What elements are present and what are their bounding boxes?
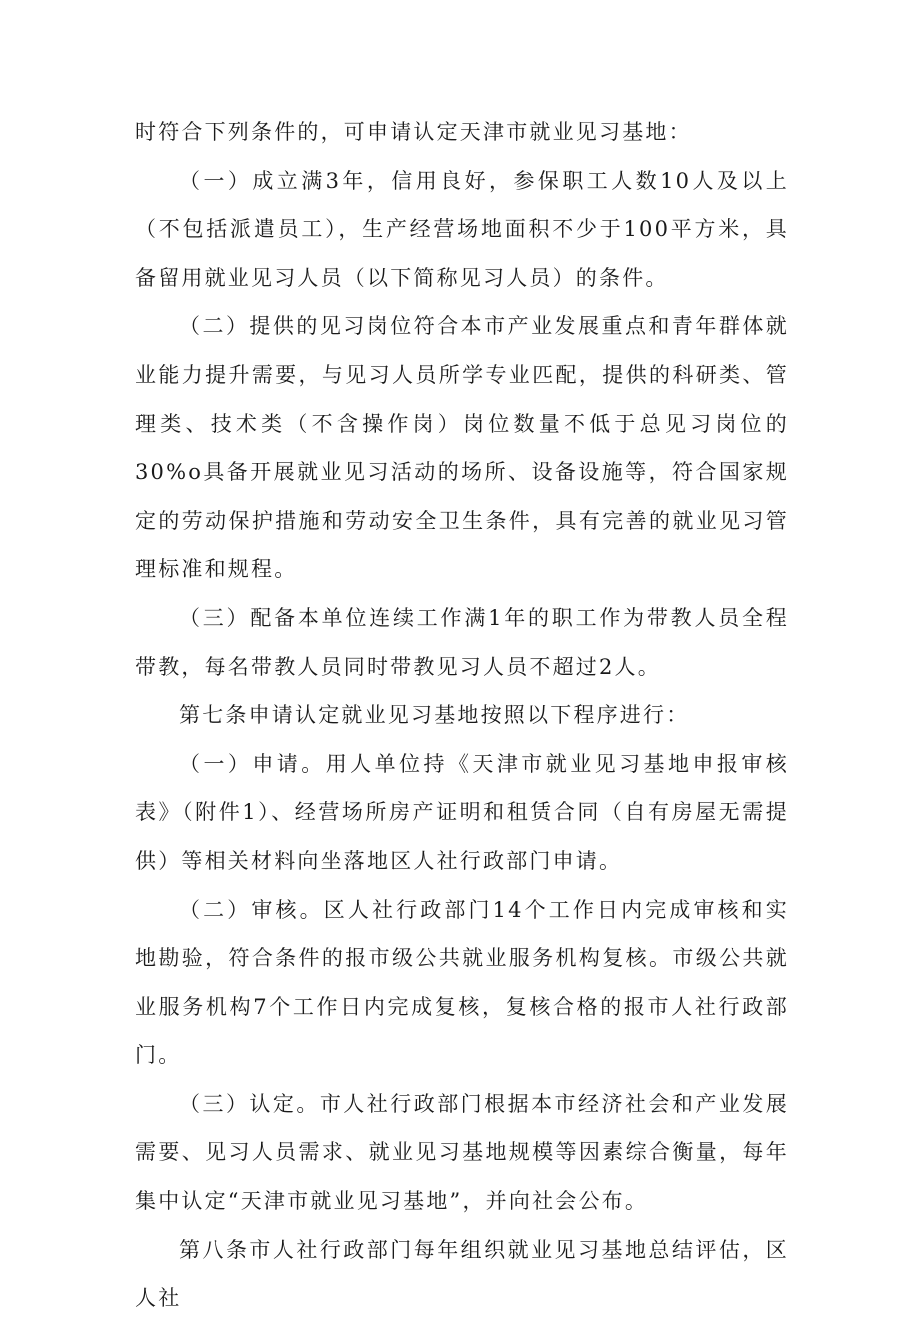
document-body — [135, 108, 789, 1323]
paragraph-2: （一）成立满3年，信用良好，参保职工人数10人及以上（不包括派遣员工），生产经营场地面积不少于100平方米，具备留用就业见习人员（以下简称见习人员）的条件。 — [135, 168, 789, 290]
paragraph-4: （三）配备本单位连续工作满1年的职工作为带教人员全程带教，每名带教人员同时带教见习人员不超过2人。 — [135, 605, 789, 679]
paragraph-6: （一）申请。用人单位持《天津市就业见习基地申报审核表》（附件1）、经营场所房产证明和租赁合同（自有房屋无需提供）等相关材料向坐落地区人社行政部门申请。 — [135, 751, 789, 873]
paragraph-5: 第七条申请认定就业见习基地按照以下程序进行： — [179, 703, 690, 728]
paragraph-1: 时符合下列条件的，可申请认定天津市就业见习基地： — [135, 120, 692, 144]
paragraph-9: 第八条市人社行政部门每年组织就业见习基地总结评估，区人社 — [135, 1237, 789, 1311]
paragraph-7: （二）审核。区人社行政部门14个工作日内完成审核和实地勘验，符合条件的报市级公共就业服务机构复核。市级公共就业服务机构7个工作日内完成复核，复核合格的报市人社行政部门。 — [135, 897, 789, 1068]
paragraph-3: （二）提供的见习岗位符合本市产业发展重点和青年群体就业能力提升需要，与见习人员所学专业匹配，提供的科研类、管理类、技术类（不含操作岗）岗位数量不低于总见习岗位的30%o具备开展就业见习活动的场所、设备设施等，符合国家规定的劳动保护措施和劳动安全卫生条件，具有完善的就业见习管理标准和规程。 — [135, 314, 789, 582]
paragraph-8: （三）认定。市人社行政部门根据本市经济社会和产业发展需要、见习人员需求、就业见习基地规模等因素综合衡量，每年集中认定“天津市就业见习基地”，并向社会公布。 — [135, 1091, 789, 1214]
